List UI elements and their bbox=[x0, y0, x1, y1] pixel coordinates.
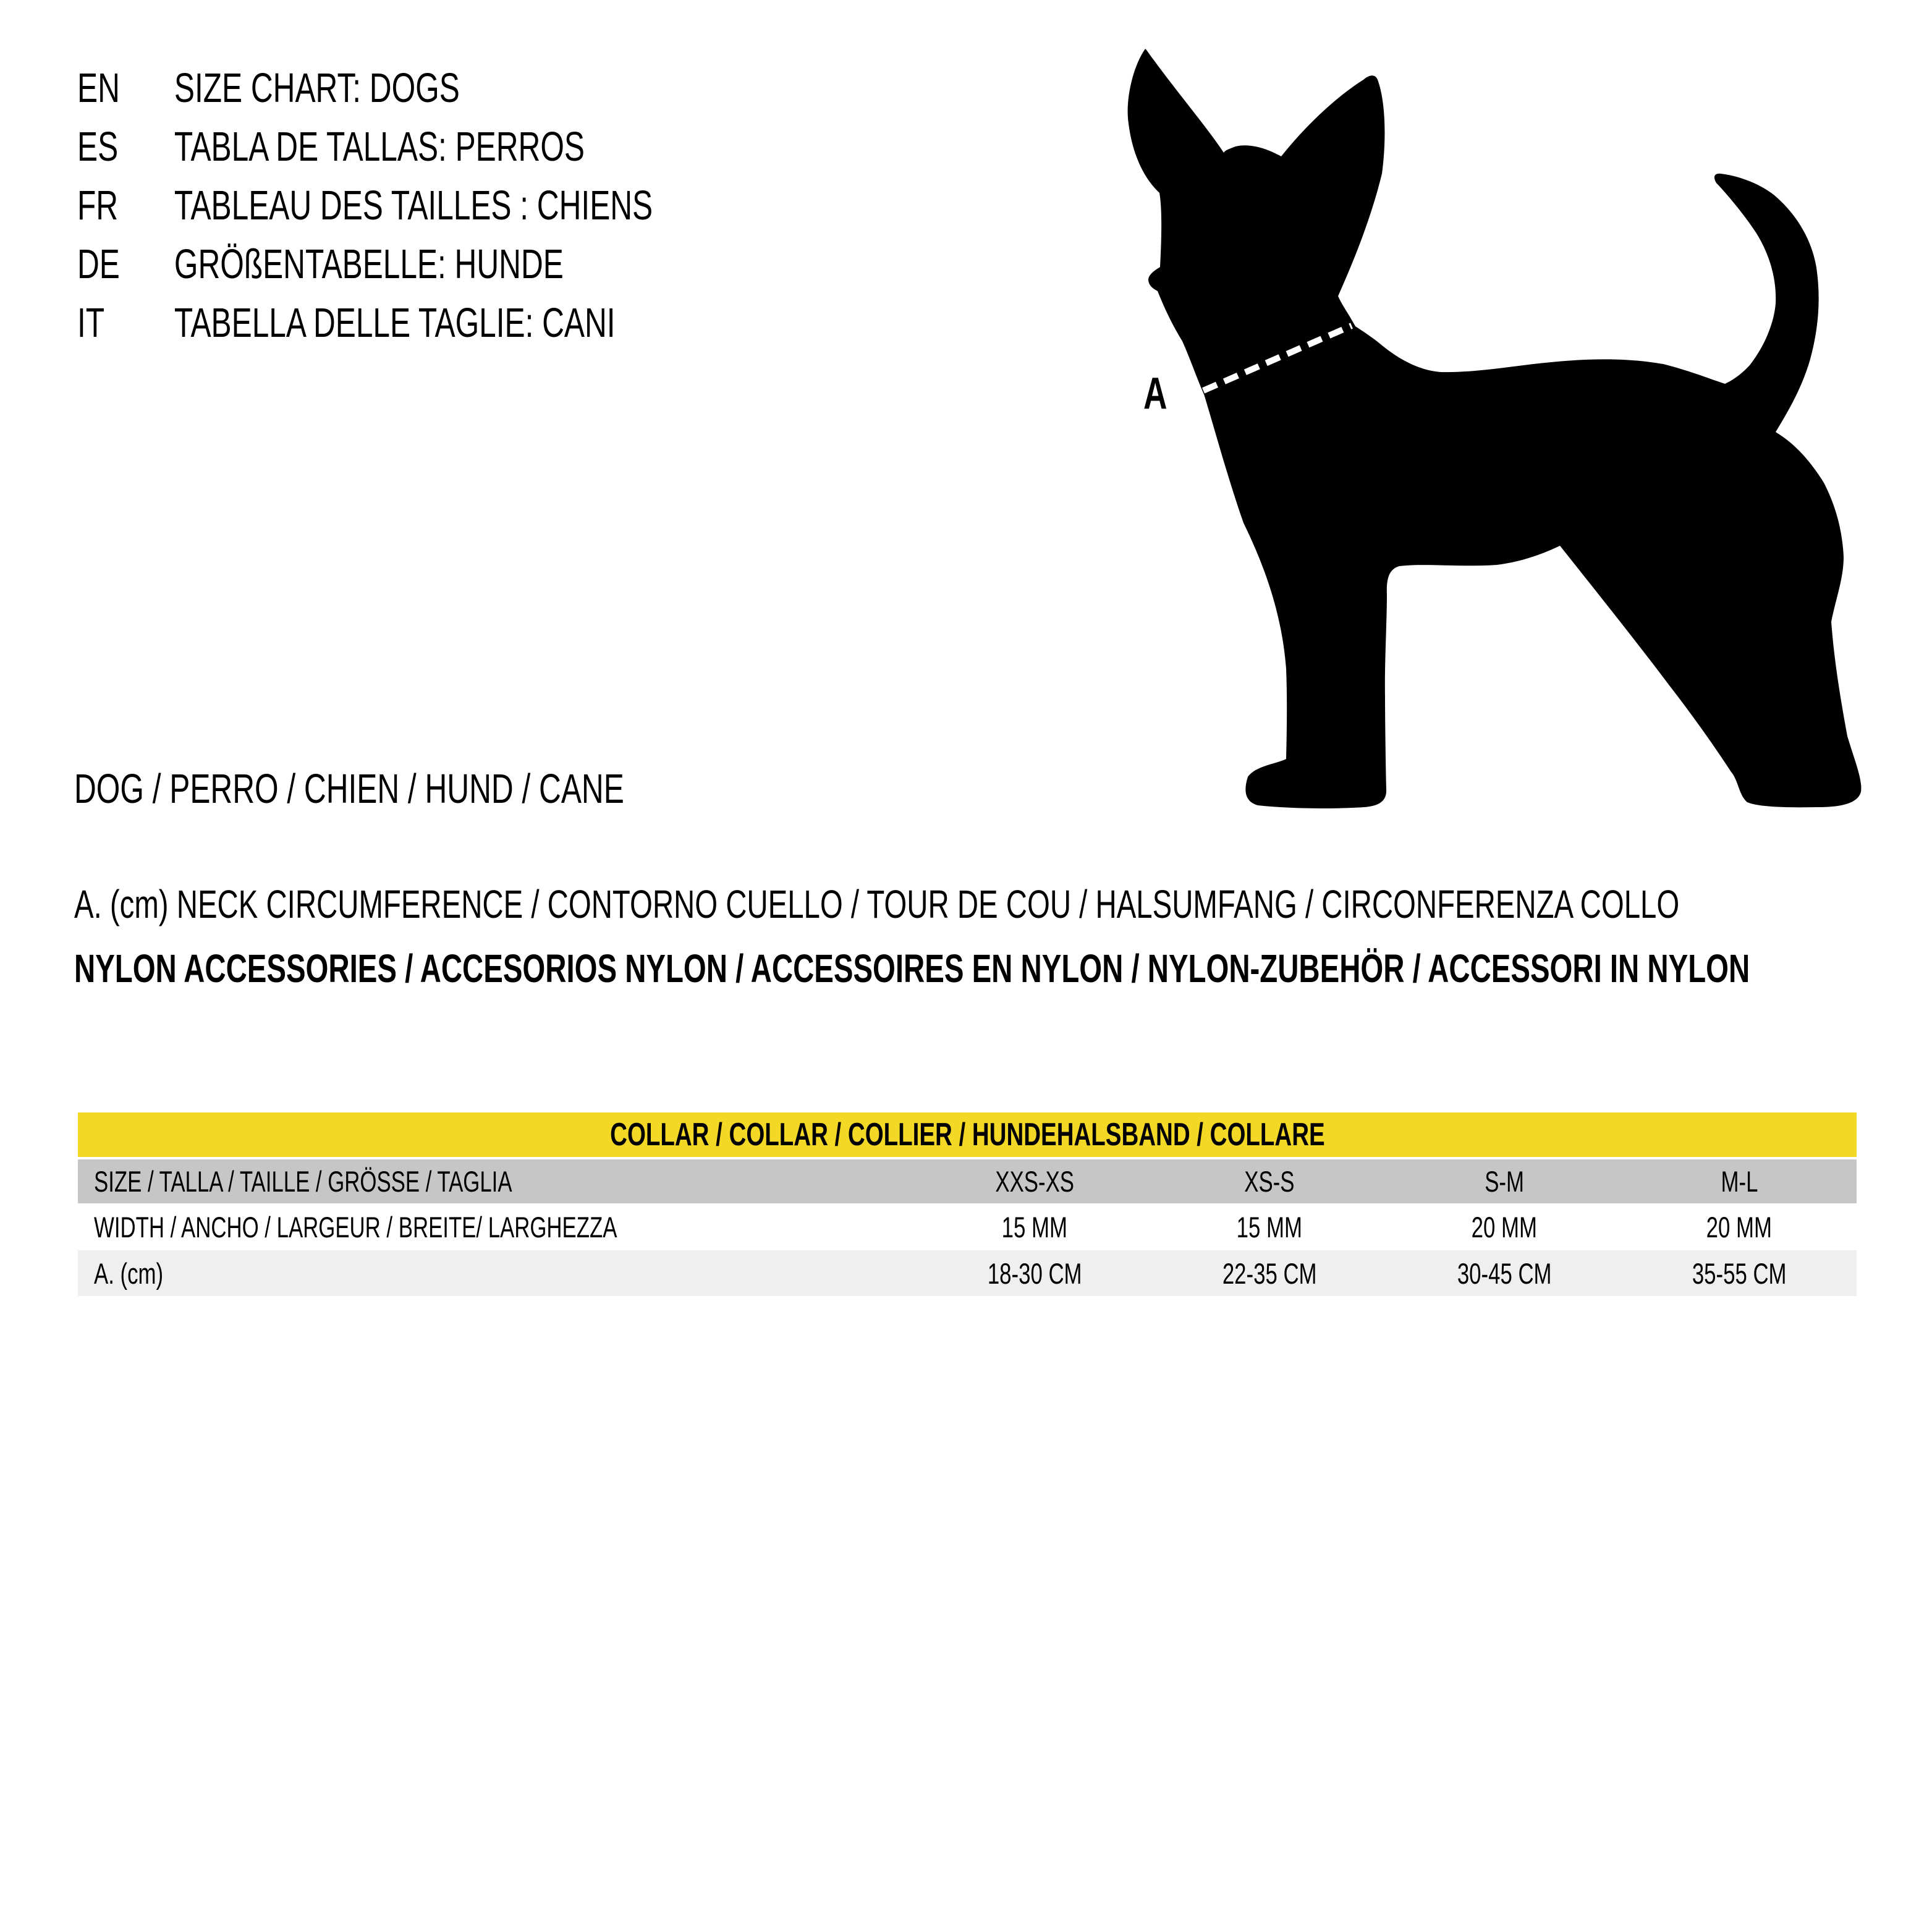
page-title-it: TABELLA DELLE TAGLIE: CANI bbox=[174, 300, 616, 346]
language-title-list bbox=[77, 59, 855, 352]
row-label-neck: A. (cm) bbox=[94, 1256, 164, 1290]
table-row-width bbox=[78, 1203, 1857, 1250]
size-value-xs-s: XS-S bbox=[1244, 1165, 1295, 1198]
size-value-m-l: M-L bbox=[1721, 1165, 1758, 1198]
dog-silhouette-svg bbox=[1112, 37, 1885, 816]
page-title-fr: TABLEAU DES TAILLES : CHIENS bbox=[174, 182, 653, 229]
size-value-s-m: S-M bbox=[1485, 1165, 1524, 1198]
lang-row-fr bbox=[77, 176, 855, 235]
neck-value-s-m: 30-45 CM bbox=[1457, 1256, 1552, 1290]
lang-code: FR bbox=[77, 182, 119, 229]
lang-code: IT bbox=[77, 300, 105, 346]
collar-size-table bbox=[78, 1112, 1857, 1296]
table-header-collar bbox=[78, 1112, 1857, 1159]
page-title-de: GRÖßENTABELLE: HUNDE bbox=[174, 241, 564, 287]
width-value-xxs-xs: 15 MM bbox=[1001, 1210, 1068, 1244]
lang-code: ES bbox=[77, 124, 119, 170]
dog-silhouette-icon bbox=[1128, 49, 1862, 808]
lang-code: EN bbox=[77, 65, 120, 111]
table-row-neck bbox=[78, 1250, 1857, 1296]
table-row-size bbox=[78, 1159, 1857, 1203]
size-value-xxs-xs: XXS-XS bbox=[995, 1165, 1074, 1198]
lang-row-es bbox=[77, 117, 855, 176]
row-label-width: WIDTH / ANCHO / LARGEUR / BREITE/ LARGHEZZA bbox=[94, 1210, 617, 1244]
neck-value-m-l: 35-55 CM bbox=[1692, 1256, 1787, 1290]
page-title-es: TABLA DE TALLAS: PERROS bbox=[174, 124, 585, 170]
neck-measure-label: A bbox=[1143, 369, 1167, 418]
lang-code: DE bbox=[77, 241, 120, 287]
dog-figure bbox=[1112, 37, 1885, 816]
table-header-label: COLLAR / COLLAR / COLLIER / HUNDEHALSBAND / COLLARE bbox=[609, 1117, 1325, 1153]
lang-row-it bbox=[77, 294, 855, 352]
neck-value-xxs-xs: 18-30 CM bbox=[987, 1256, 1082, 1290]
page-title: SIZE CHART: DOGS bbox=[174, 65, 460, 111]
dog-caption: DOG / PERRO / CHIEN / HUND / CANE bbox=[74, 766, 624, 812]
width-value-xs-s: 15 MM bbox=[1236, 1210, 1303, 1244]
neck-value-xs-s: 22-35 CM bbox=[1222, 1256, 1317, 1290]
lang-row-de bbox=[77, 235, 855, 294]
width-value-m-l: 20 MM bbox=[1706, 1210, 1773, 1244]
width-value-s-m: 20 MM bbox=[1471, 1210, 1538, 1244]
neck-circumference-caption: A. (cm) NECK CIRCUMFERENCE / CONTORNO CUELLO / TOUR DE COU / HALSUMFANG / CIRCONFERENZA COLLO bbox=[74, 882, 1680, 926]
material-caption: NYLON ACCESSORIES / ACCESORIOS NYLON / ACCESSOIRES EN NYLON / NYLON-ZUBEHÖR / ACCESSORI IN NYLON bbox=[74, 946, 1750, 991]
lang-row-en bbox=[77, 59, 855, 117]
row-label-size: SIZE / TALLA / TAILLE / GRÖSSE / TAGLIA bbox=[94, 1165, 512, 1198]
